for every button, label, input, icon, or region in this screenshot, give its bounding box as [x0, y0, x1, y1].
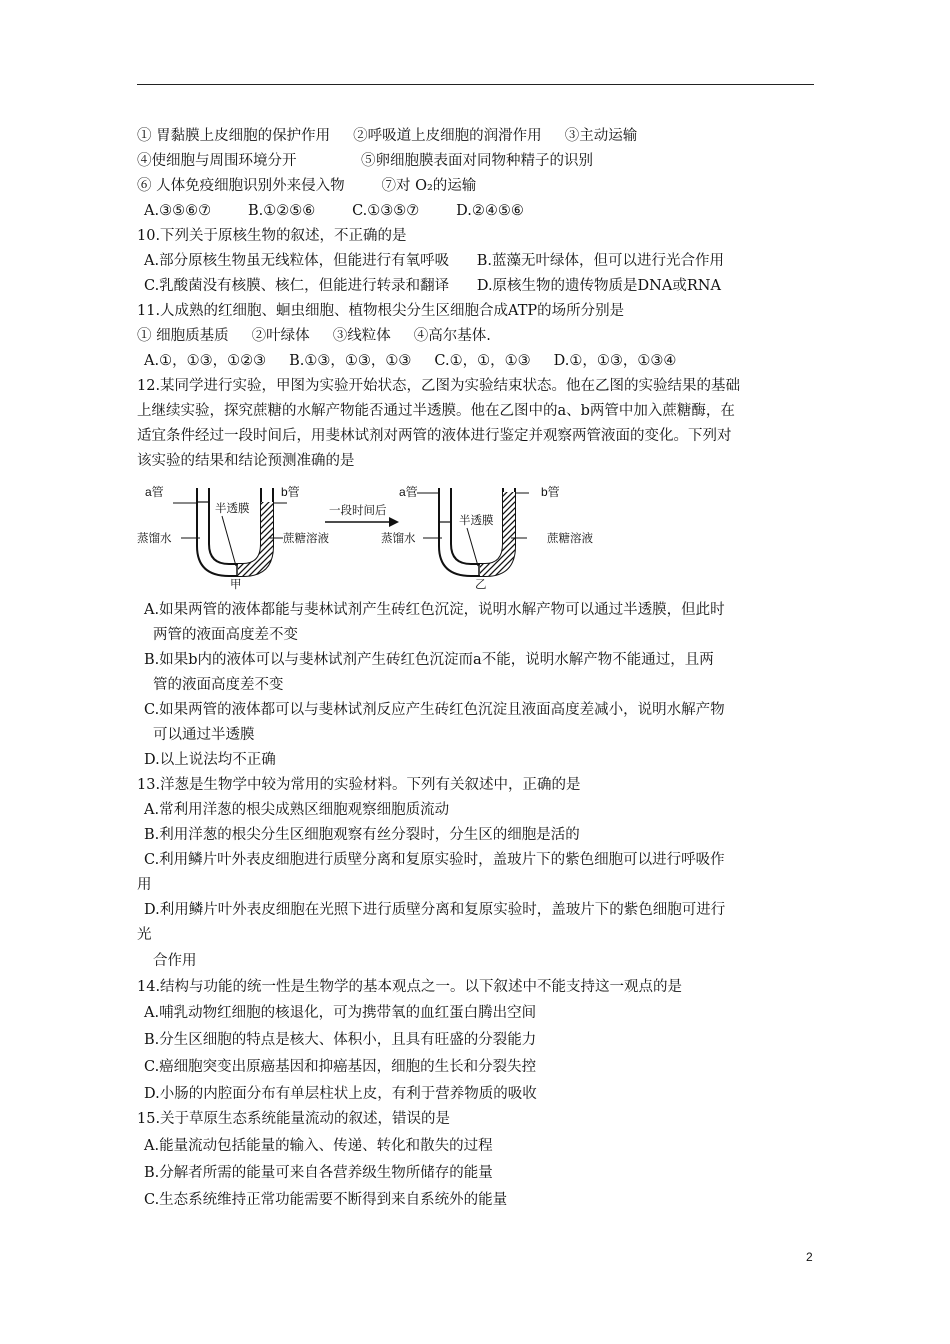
diagram-right-tube-b-label: b管	[541, 485, 560, 499]
header-rule	[137, 84, 814, 85]
q9-answer-choices: A.③⑤⑥⑦ B.①②⑤⑥ C.①③⑤⑦ D.②④⑤⑥	[144, 203, 524, 219]
q10-choices-cd: C.乳酸菌没有核膜、核仁，但能进行转录和翻译 D.原核生物的遗传物质是DNA或RNA	[144, 278, 721, 294]
q12-choice-c: C.如果两管的液体都可以与斐林试剂反应产生砖红色沉淀且液面高度差减小，说明水解产物	[144, 702, 725, 718]
q12-stem-line-2: 上继续实验，探究蔗糖的水解产物能否通过半透膜。他在乙图中的a、b两管中加入蔗糖酶，在	[137, 403, 735, 419]
diagram-left-tube-b-label: b管	[281, 485, 300, 499]
q15-choice-c: C.生态系统维持正常功能需要不断得到来自系统外的能量	[144, 1192, 508, 1208]
diagram-right-sucrose-label: 蔗糖溶液	[547, 531, 593, 545]
q12-choice-c-cont: 可以通过半透膜	[153, 727, 255, 743]
q12-choice-a-cont: 两管的液面高度差不变	[153, 627, 298, 643]
diagram-right-caption: 乙	[475, 577, 487, 590]
q14-choice-a: A.哺乳动物红细胞的核退化，可为携带氧的血红蛋白腾出空间	[144, 1005, 537, 1021]
diagram-right-membrane-label: 半透膜	[459, 513, 494, 527]
q14-stem: 14.结构与功能的统一性是生物学的基本观点之一。以下叙述中不能支持这一观点的是	[137, 979, 683, 995]
osmosis-u-tube-diagram	[137, 478, 607, 590]
q12-stem-line-1: 12.某同学进行实验，甲图为实验开始状态，乙图为实验结束状态。他在乙图的实验结果的基础	[137, 378, 741, 394]
q13-choice-b: B.利用洋葱的根尖分生区细胞观察有丝分裂时，分生区的细胞是活的	[144, 827, 580, 843]
q12-choice-b: B.如果b内的液体可以与斐林试剂产生砖红色沉淀而a不能，说明水解产物不能通过，且两	[144, 652, 714, 668]
q13-stem: 13.洋葱是生物学中较为常用的实验材料。下列有关叙述中，正确的是	[137, 777, 581, 793]
q11-options: ① 细胞质基质 ②叶绿体 ③线粒体 ④高尔基体.	[137, 328, 491, 344]
q14-choice-d: D.小肠的内腔面分布有单层柱状上皮，有利于营养物质的吸收	[144, 1086, 537, 1102]
q13-choice-c: C.利用鳞片叶外表皮细胞进行质壁分离和复原实验时，盖玻片下的紫色细胞可以进行呼吸作	[144, 852, 725, 868]
q13-choice-a: A.常利用洋葱的根尖成熟区细胞观察细胞质流动	[144, 802, 450, 818]
q10-choices-ab: A.部分原核生物虽无线粒体，但能进行有氧呼吸 B.蓝藻无叶绿体，但可以进行光合作用	[144, 253, 724, 269]
q12-stem-line-3: 适宜条件经过一段时间后，用斐林试剂对两管的液体进行鉴定并观察两管液面的变化。下列对	[137, 428, 732, 444]
diagram-right-tube-a-label: a管	[399, 485, 418, 499]
q9-options-line-2: ④使细胞与周围环境分开 ⑤卵细胞膜表面对同物种精子的识别	[137, 153, 594, 169]
q13-choice-d-cont-1: 光	[137, 927, 152, 943]
q13-choice-d-cont-2: 合作用	[153, 953, 197, 969]
diagram-right-water-label: 蒸馏水	[381, 531, 416, 545]
q9-options-line-3: ⑥ 人体免疫细胞识别外来侵入物 ⑦对 O₂的运输	[137, 178, 477, 194]
q13-choice-c-cont: 用	[137, 877, 152, 893]
diagram-left-sucrose-label: 蔗糖溶液	[283, 531, 329, 545]
diagram-arrow-label: 一段时间后	[329, 503, 387, 517]
q12-choice-a: A.如果两管的液体都能与斐林试剂产生砖红色沉淀，说明水解产物可以通过半透膜，但此时	[144, 602, 725, 618]
q12-stem-line-4: 该实验的结果和结论预测准确的是	[137, 453, 355, 469]
q15-choice-b: B.分解者所需的能量可来自各营养级生物所储存的能量	[144, 1165, 493, 1181]
q14-choice-c: C.癌细胞突变出原癌基因和抑癌基因，细胞的生长和分裂失控	[144, 1059, 537, 1075]
q11-answer-choices: A.①，①③，①②③ B.①③，①③，①③ C.①，①，①③ D.①，①③，①③④	[144, 353, 677, 369]
diagram-left-membrane-label: 半透膜	[215, 501, 250, 515]
q9-options-line-1: ① 胃黏膜上皮细胞的保护作用 ②呼吸道上皮细胞的润滑作用 ③主动运输	[137, 128, 638, 144]
q14-choice-b: B.分生区细胞的特点是核大、体积小，且具有旺盛的分裂能力	[144, 1032, 537, 1048]
diagram-left-caption: 甲	[230, 577, 242, 590]
q12-choice-d: D.以上说法均不正确	[144, 752, 276, 768]
q13-choice-d: D.利用鳞片叶外表皮细胞在光照下进行质壁分离和复原实验时，盖玻片下的紫色细胞可进行	[144, 902, 726, 918]
diagram-left-tube-a-label: a管	[145, 485, 164, 499]
q15-stem: 15.关于草原生态系统能量流动的叙述，错误的是	[137, 1111, 451, 1127]
diagram-arrow-head	[389, 517, 399, 527]
u-tube-end	[417, 488, 529, 577]
q10-stem: 10.下列关于原核生物的叙述，不正确的是	[137, 228, 407, 244]
page-number: 2	[806, 1250, 813, 1264]
q12-choice-b-cont: 管的液面高度差不变	[153, 677, 284, 693]
q15-choice-a: A.能量流动包括能量的输入、传递、转化和散失的过程	[144, 1138, 493, 1154]
q11-stem: 11.人成熟的红细胞、蛔虫细胞、植物根尖分生区细胞合成ATP的场所分别是	[137, 303, 625, 319]
diagram-left-water-label: 蒸馏水	[137, 531, 172, 545]
